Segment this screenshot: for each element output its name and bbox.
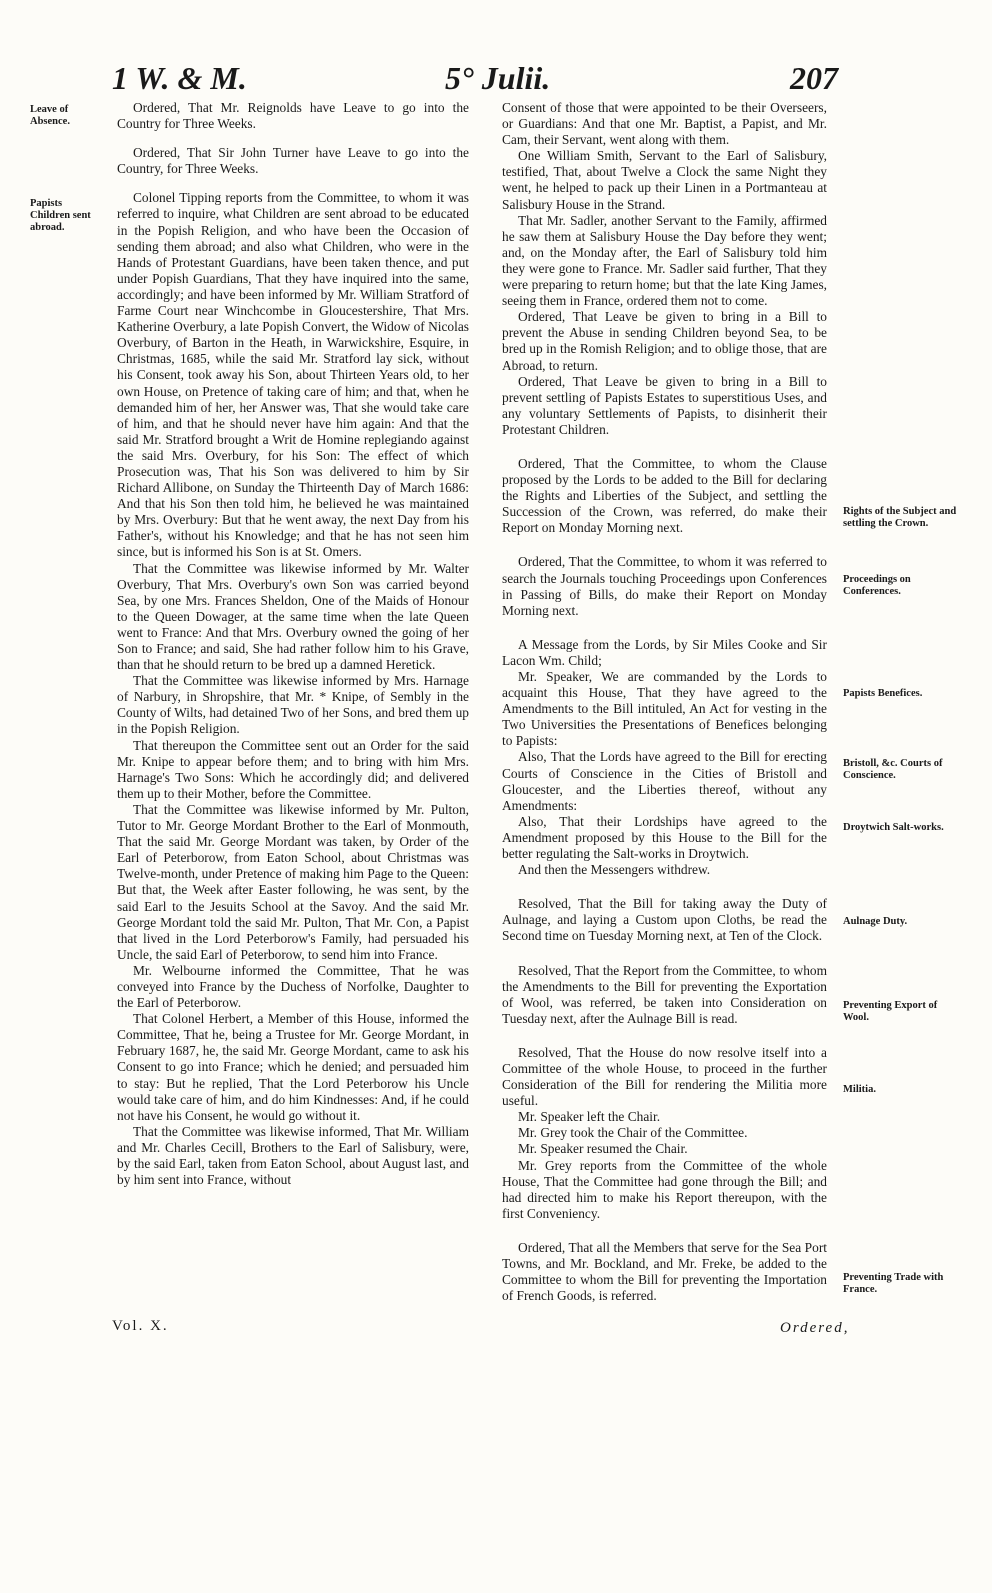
entry-paragraph: That Mr. Sadler, another Servant to the Family, affirmed he saw them at Salisbury House the Day before they went; and, on the Monday after, the Earl of Salisbury told him they were gone to France. Mr. Sadler said further, That they were preparing to return home; but that the late King James, seeing them in France, ordered them not to come. (502, 212, 827, 309)
margin-note-rights-subject: Rights of the Subject and settling the Crown. (843, 506, 957, 529)
entry-paragraph: Mr. Grey took the Chair of the Committee. (518, 1125, 748, 1141)
entry-paragraph: Resolved, That the House do now resolve itself into a Committee of the whole House, to proceed in the further Consideration of the Bill for rendering the Militia more useful. (502, 1044, 827, 1109)
entry-paragraph: Mr. Welbourne informed the Committee, That he was conveyed into France by the Duchess of Norfolke, Daughter to the Earl of Peterborow. (117, 962, 469, 1011)
entry-paragraph: That Colonel Herbert, a Member of this House, informed the Committee, That he, being a Trustee for Mr. George Mordant, in February 1687, he, the said Mr. George Mordant, came to ask his Consent to go into France; which he denied; and persuaded him to stay: But he replied, That the Lord Peterborow his Uncle would take care of him, and do him Kindnesses: And, if he could not have his Consent, he would go without it. (117, 1011, 469, 1123)
margin-note-papists-children: Papists Children sent abroad. (30, 198, 91, 233)
left-column (117, 100, 469, 1188)
entry-paragraph: Mr. Speaker resumed the Chair. (518, 1141, 688, 1157)
entry-paragraph: That thereupon the Committee sent out an Order for the said Mr. Knipe to appear before them; and to bring with him Mrs. Harnage's Two Sons: Which he accordingly did; and delivered them up to their Mother, before the Committee. (117, 737, 469, 801)
entry-paragraph: Ordered, That Mr. Reignolds have Leave to go into the Country for Three Weeks. (117, 100, 469, 132)
margin-note-militia: Militia. (843, 1084, 876, 1095)
page-header-regnal-year: 1 W. & M. (112, 60, 247, 96)
entry-paragraph: Also, That the Lords have agreed to the Bill for erecting Courts of Conscience in the Cities of Bristoll and Gloucester, and the Liberties thereof, without any Amendments: (502, 749, 827, 813)
entry-paragraph: Colonel Tipping reports from the Committee, to whom it was referred to inquire, what Children are sent abroad to be educated in the Popish Religion, and who have been the Occasion of sending them abroad; and also what Children, who were in the Hands of Protestant Guardians, have been taken thence, and put under Popish Guardians, That they have inquired into the same, accordingly; and have been informed by Mr. William Stratford of Farme Court near Winchcombe in Gloucestershire, That Mrs. Katherine Overbury, a late Popish Convert, the Widow of Nicolas Overbury, of Barton in the Heath, in Warwickshire, Esquire, in Christmas, 1685, while the said Mr. Stratford lay sick, without his Consent, took away his Son, about Thirteen Years old, to her own House, on Pretence of taking care of him; and that, when he demanded him of her, her Answer was, That she would take care of him, and that he should never have him again: And that the said Mr. Stratford brought a Writ de Homine replegiando against the said Mrs. Overbury, for his Son: The effect of which Prosecution was, That his Son was delivered to him by Sir Richard Allibone, on Sunday the Thirteenth Day of March 1686: And that his Son then told him, he believed he was maintained by Mrs. Overbury: But that he went away, the next Day from his Father's, without his Knowledge; and that he has not seen him since, but is informed his Son is at St. Omers. (117, 190, 469, 560)
entry-paragraph: A Message from the Lords, by Sir Miles Cooke and Sir Lacon Wm. Child; (502, 636, 827, 668)
entry-paragraph: Consent of those that were appointed to be their Overseers, or Guardians: And that one Mr. Baptist, a Papist, and Mr. Cam, their Servant, went along with them. (502, 100, 827, 148)
entry-paragraph: Mr. Speaker, We are commanded by the Lords to acquaint this House, That they have agreed to the Amendments to the Bill intituled, An Act for vesting in the Two Universities the Presentations of Benefices belonging to Papists: (502, 669, 827, 749)
page-number: 207 (790, 60, 838, 96)
right-column (502, 100, 827, 1304)
margin-note-bristoll: Bristoll, &c. Courts of Conscience. (843, 758, 943, 781)
entry-paragraph: Mr. Speaker left the Chair. (518, 1109, 661, 1125)
margin-note-droytwich: Droytwich Salt-works. (843, 822, 944, 833)
entry-paragraph: That the Committee was likewise informed by Mr. Walter Overbury, That Mrs. Overbury's own Son was carried beyond Sea, by one Mrs. Frances Sheldon, One of the Maids of Honour to the Queen Dowager, at the same time when the late Queen went to France: And that Mrs. Overbury owned the going of her Son to France; and said, She had rather follow him to his Grave, than that he should return to be bred up a damned Heretick. (117, 560, 469, 673)
page-header-date: 5° Julii. (445, 60, 551, 96)
entry-paragraph: Ordered, That Leave be given to bring in a Bill to prevent settling of Papists Estates to superstitious Uses, and any voluntary Settlements of Papists, to disinherit their Protestant Children. (502, 373, 827, 437)
entry-paragraph: Ordered, That Leave be given to bring in a Bill to prevent the Abuse in sending Children beyond Sea, to be bred up in the Romish Religion; and to oblige those, that are Abroad, to return. (502, 309, 827, 373)
margin-note-proceedings-conferences: Proceedings on Conferences. (843, 574, 911, 597)
entry-paragraph: And then the Messengers withdrew. (518, 862, 711, 878)
entry-paragraph: Ordered, That the Committee, to whom it was referred to search the Journals touching Proceedings upon Conferences in Passing of Bills, do make their Report on Monday Morning next. (502, 554, 827, 618)
margin-note-leave-of-absence: Leave of Absence. (30, 104, 70, 127)
entry-paragraph: Resolved, That the Report from the Committee, to whom the Amendments to the Bill for preventing the Exportation of Wool, was referred, be taken into Consideration on Tuesday next, after the Aulnage Bill is read. (502, 962, 827, 1026)
entry-paragraph: Ordered, That the Committee, to whom the Clause proposed by the Lords to be added to the Bill for declaring the Rights and Liberties of the Subject, and settling the Succession of the Crown, was referred, do make their Report on Monday Morning next. (502, 455, 827, 536)
catchword: Ordered, (780, 1320, 850, 1336)
margin-note-papists-benefices: Papists Benefices. (843, 688, 923, 699)
entry-paragraph: That the Committee was likewise informed, That Mr. William and Mr. Charles Cecill, Brothers to the Earl of Salisbury, were, by the said Earl, taken from Eaton School, about August last, and by him sent into France, without (117, 1123, 469, 1188)
margin-note-aulnage: Aulnage Duty. (843, 916, 908, 927)
entry-paragraph: Mr. Grey reports from the Committee of the whole House, That the Committee had gone through the Bill; and had directed him to make his Report thereupon, with the first Conveniency. (502, 1157, 827, 1221)
entry-paragraph: That the Committee was likewise informed by Mr. Pulton, Tutor to Mr. George Mordant Brother to the Earl of Monmouth, That the said Mr. George Mordant was taken, by Order of the Earl of Peterborow, from Eaton School, about Christmas was Twelve-month, under Pretence of making him Page to the Queen: But that, the Week after Easter following, he was sent, by the said Earl to the Jesuits School at the Savoy. And the said Mr. George Mordant told the said Mr. Pulton, That Mr. Con, a Papist that lived in the Lord Peterborow's Family, had persuaded his Uncle, the said Earl of Peterborow, to send him into France. (117, 801, 469, 962)
entry-paragraph: Also, That their Lordships have agreed to the Amendment proposed by this House to the Bill for the better regulating the Salt-works in Droytwich. (502, 813, 827, 862)
margin-note-preventing-trade: Preventing Trade with France. (843, 1272, 944, 1295)
entry-paragraph: Ordered, That Sir John Turner have Leave to go into the Country, for Three Weeks. (117, 145, 469, 177)
entry-paragraph: One William Smith, Servant to the Earl of Salisbury, testified, That, about Twelve a Clock the same Night they went, he helped to pack up their Linen in a Portmanteau at Salisbury House in the Strand. (502, 148, 827, 212)
entry-paragraph: Resolved, That the Bill for taking away the Duty of Aulnage, and laying a Custom upon Cloths, be read the Second time on Tuesday Morning next, at Ten of the Clock. (502, 896, 827, 944)
entry-paragraph: Ordered, That all the Members that serve for the Sea Port Towns, and Mr. Bockland, and Mr. Freke, be added to the Committee to whom the Bill for preventing the Importation of French Goods, is referred. (502, 1239, 827, 1304)
volume-signature: Vol. X. (112, 1318, 169, 1334)
margin-note-preventing-export: Preventing Export of Wool. (843, 1000, 938, 1023)
entry-paragraph: That the Committee was likewise informed by Mrs. Harnage of Narbury, in Shropshire, that Mr. * Knipe, of Sembly in the County of Wilts, had detained Two of her Sons, and bred them up in the Popish Religion. (117, 673, 469, 737)
